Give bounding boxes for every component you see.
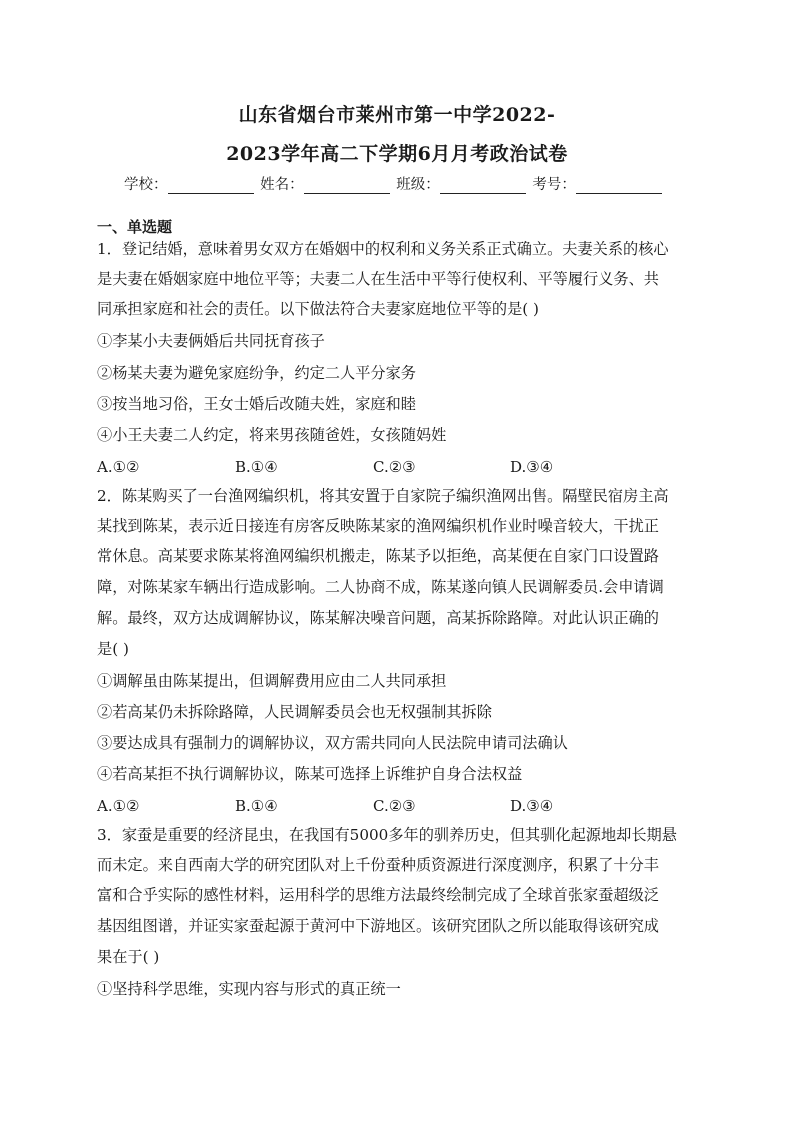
q2-item: ③要达成具有强制力的调解协议，双方需共同向人民法院申请司法确认 (97, 734, 568, 752)
q2-options (97, 797, 657, 815)
number-label: 考号： (532, 177, 576, 193)
q1-option-b: B.①④ (235, 458, 278, 476)
q3-stem-line: 而未定。来自西南大学的研究团队对上千份蚕种质资源进行深度测序，积累了十分丰 (97, 856, 659, 874)
q2-option-d: D.③④ (510, 797, 554, 815)
q2-option-b: B.①④ (235, 797, 278, 815)
q2-stem-line: 2．陈某购买了一台渔网编织机，将其安置于自家院子编织渔网出售。隔壁民宿房主高 (97, 487, 669, 505)
school-label: 学校： (124, 177, 168, 193)
q2-option-c: C.②③ (373, 797, 416, 815)
q3-stem-line: 果在于( ) (97, 948, 160, 966)
name-label: 姓名： (260, 177, 304, 193)
q3-stem-line: 富和合乎实际的感性材料，运用科学的思维方法最终绘制完成了全球首张家蚕超级泛 (97, 886, 659, 904)
q2-stem-line: 障，对陈某家车辆出行造成影响。二人协商不成，陈某遂向镇人民调解委员.会申请调 (97, 578, 664, 596)
class-label: 班级： (396, 177, 440, 193)
q2-option-a: A.①② (97, 797, 140, 815)
exam-title-line-2: 2023学年高二下学期6月月考政治试卷 (226, 143, 568, 165)
q1-stem-line: 是夫妻在婚姻家庭中地位平等；夫妻二人在生活中平等行使权利、平等履行义务、共 (97, 270, 659, 288)
section-heading: 一、单选题 (97, 218, 173, 236)
class-blank (440, 179, 526, 194)
school-blank (168, 179, 254, 194)
student-info-row (124, 173, 664, 194)
q1-option-d: D.③④ (510, 458, 554, 476)
number-blank (576, 179, 662, 194)
q2-item: ①调解虽由陈某提出，但调解费用应由二人共同承担 (97, 672, 447, 690)
name-blank (304, 179, 390, 194)
q3-stem-line: 3．家蚕是重要的经济昆虫，在我国有5000多年的驯养历史，但其驯化起源地却长期悬 (97, 826, 677, 844)
q2-stem-line: 是( ) (97, 640, 129, 658)
q1-stem-line: 同承担家庭和社会的责任。以下做法符合夫妻家庭地位平等的是( ) (97, 300, 539, 318)
q2-stem-line: 常休息。高某要求陈某将渔网编织机搬走，陈某予以拒绝，高某便在自家门口设置路 (97, 547, 659, 565)
q1-item: ④小王夫妻二人约定，将来男孩随爸姓，女孩随妈姓 (97, 426, 447, 444)
q1-item: ①李某小夫妻俩婚后共同抚育孩子 (97, 332, 325, 350)
q2-item: ②若高某仍未拆除路障，人民调解委员会也无权强制其拆除 (97, 703, 492, 721)
q2-item: ④若高某拒不执行调解协议，陈某可选择上诉维护自身合法权益 (97, 765, 523, 783)
q1-item: ③按当地习俗，王女士婚后改随夫姓，家庭和睦 (97, 395, 416, 413)
q1-option-a: A.①② (97, 458, 140, 476)
q2-stem-line: 某找到陈某，表示近日接连有房客反映陈某家的渔网编织机作业时噪音较大，干扰正 (97, 517, 659, 535)
q2-stem-line: 解。最终，双方达成调解协议，陈某解决噪音问题，高某拆除路障。对此认识正确的 (97, 609, 659, 627)
q1-options (97, 458, 657, 476)
q3-item: ①坚持科学思维，实现内容与形式的真正统一 (97, 980, 401, 998)
exam-title-line-1: 山东省烟台市莱州市第一中学2022- (238, 104, 556, 126)
q1-stem-line: 1．登记结婚，意味着男女双方在婚姻中的权利和义务关系正式确立。夫妻关系的核心 (97, 240, 669, 258)
q3-stem-line: 基因组图谱，并证实家蚕起源于黄河中下游地区。该研究团队之所以能取得该研究成 (97, 917, 659, 935)
q1-option-c: C.②③ (373, 458, 416, 476)
q1-item: ②杨某夫妻为避免家庭纷争，约定二人平分家务 (97, 364, 416, 382)
